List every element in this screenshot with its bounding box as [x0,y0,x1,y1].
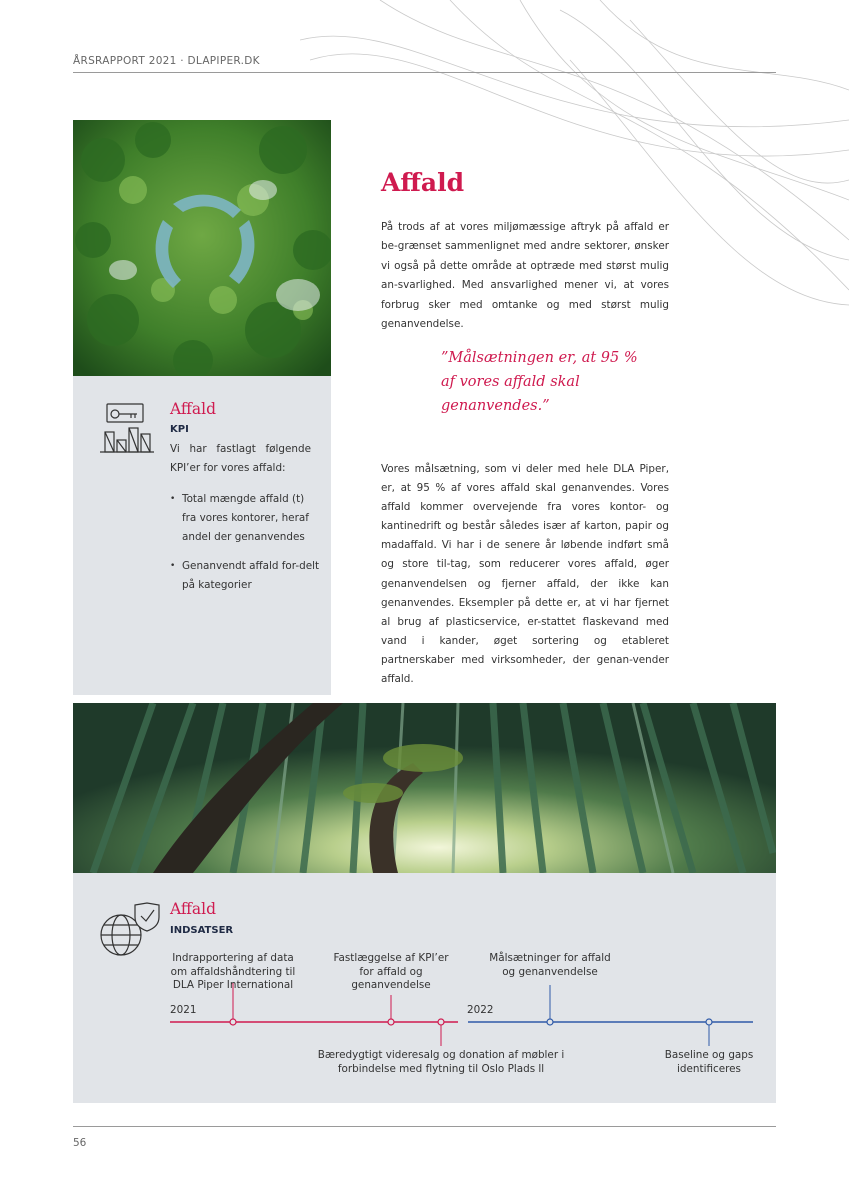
timeline-event-text: Baseline og gaps identificeres [664,1049,754,1075]
timeline-year-2021: 2021 [170,1004,197,1016]
kpi-list-item: • Genanvendt affald for-delt på kategorier [170,557,320,595]
body-paragraph: Vores målsætning, som vi deler med hele DLA Piper, er, at 95 % af vores affald skal genanvendes. Vores affald kommer overvejende fra vores kontor- og kantinedrift og består således især af karton, papir og madaffald. Vi har i de senere år løbende indført små og store til-tag, som reducerer vores affald, øger genanvendelsen og fjerner affald, der ikke kan genanvendes. Eksempler på dette er, at vi har fjernet al brug af plasticservice, er-stattet flaskevand med vand i kander, øget sortering og etableret partnerskaber med virksomheder, der genan-vender affald. [381,463,669,686]
kpi-subtitle: KPI [170,424,189,435]
intro-paragraph: På trods af at vores miljømæssige aftryk på affald er be-grænset sammenlignet med andre sektorer, ønsker vi også på dette område at optræde med størst mulig an-svarlighed. Med ansvarlighed mener vi, at vores forbrug sker med omtanke og med størst mulig genanvendelse. [381,221,669,331]
kpi-list [170,490,320,605]
kpi-list-item: • Total mængde affald (t) fra vores kontorer, heraf andel der genanvendes [170,490,320,547]
pull-quote: ”Målsætningen er, at 95 % af vores affald skal genanvendes.” [441,350,638,414]
header-divider [73,72,776,73]
footer-divider [73,1126,776,1127]
timeline-marker [547,1019,553,1025]
page-title: Affald [381,168,465,197]
page-number: 56 [73,1137,87,1149]
timeline-event-text: Indrapportering af data om affaldshåndtering til DLA Piper International [170,952,296,992]
kpi-text: Vi har fastlagt følgende KPI’er for vores affald: [170,443,311,474]
initiatives-title: Affald [170,900,217,918]
timeline-marker [388,1019,394,1025]
kpi-title: Affald [170,400,217,418]
initiatives-subtitle: INDSATSER [170,925,234,936]
chart-key-icon [97,400,157,460]
header-title: ÅRSRAPPORT 2021 · DLAPIPER.DK [73,55,260,67]
forest-recycle-photo [73,120,331,376]
timeline-year-2022: 2022 [467,1004,494,1016]
timeline-marker [230,1019,236,1025]
timeline-event-text: Målsætninger for affald og genanvendelse [489,952,611,978]
timeline-marker [438,1019,444,1025]
initiatives-panel [73,873,776,1103]
kpi-panel [73,376,331,695]
timeline-event-text: Bæredygtigt videresalg og donation af møbler i forbindelse med flytning til Oslo Plads ll [317,1049,565,1075]
timeline-event-text: Fastlæggelse af KPI’er for affald og genanvendelse [333,952,449,992]
bamboo-forest-photo [73,703,776,873]
timeline-marker [706,1019,712,1025]
